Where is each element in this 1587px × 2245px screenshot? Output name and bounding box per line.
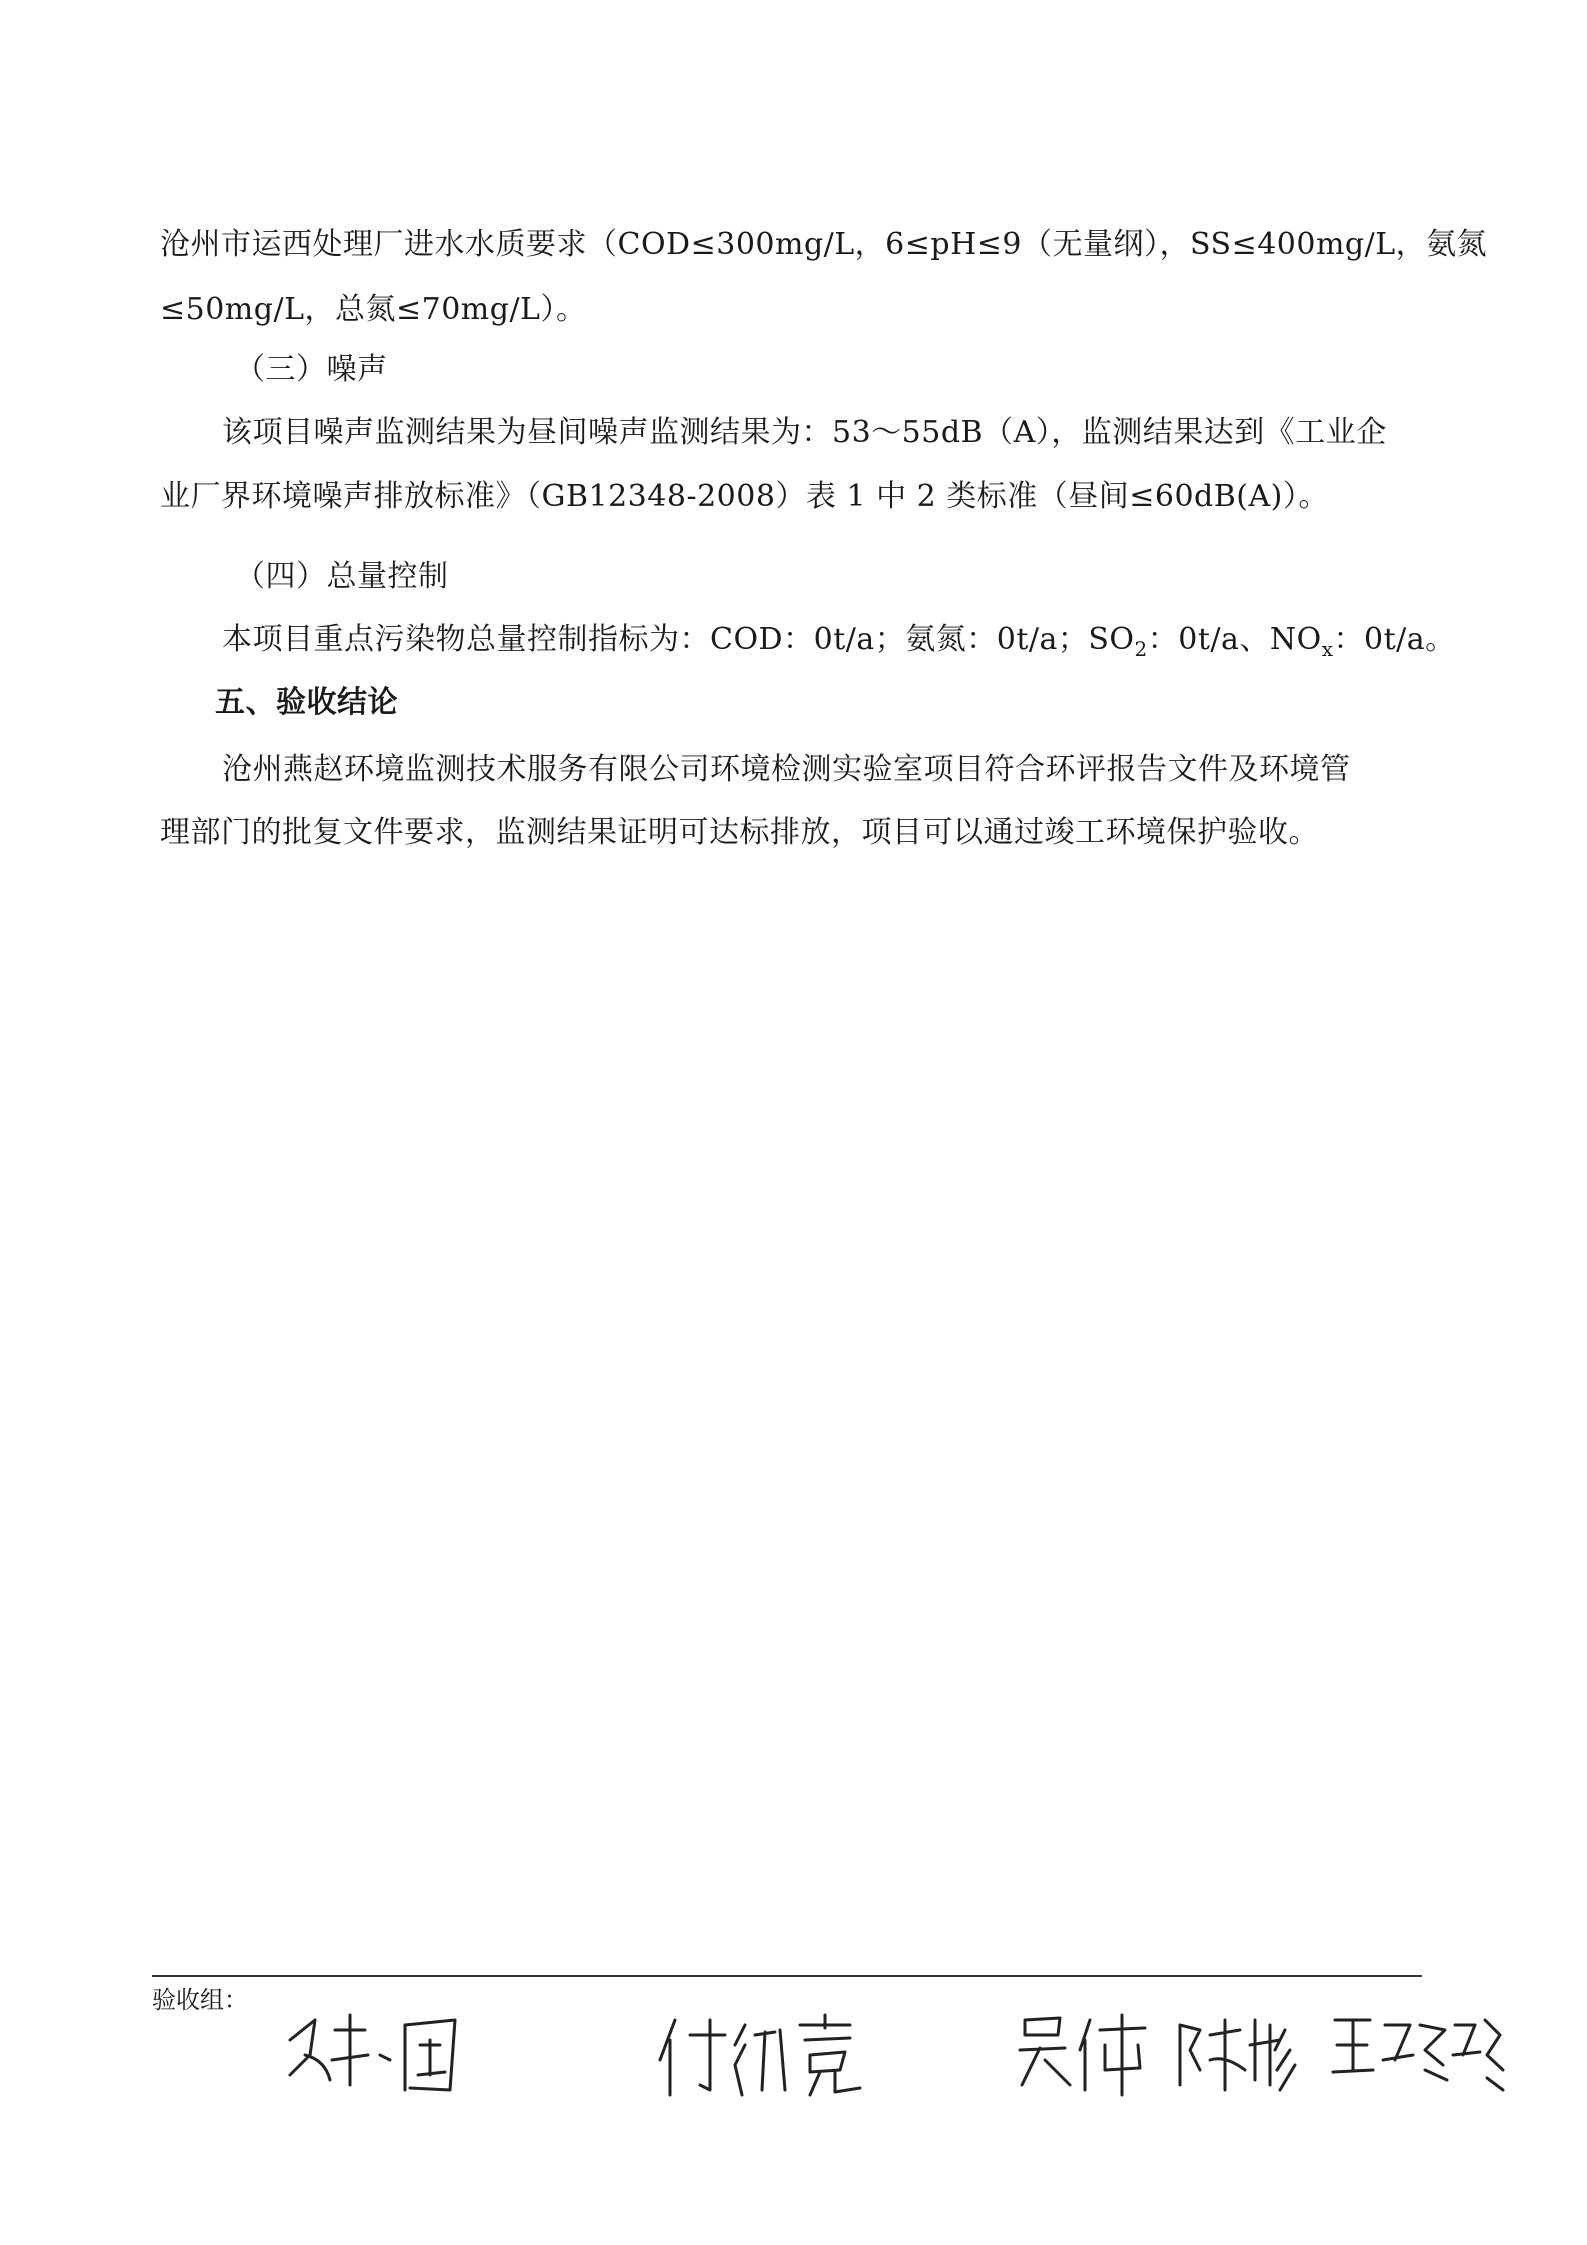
section-heading-conclusion: 五、验收结论 [215, 685, 398, 720]
paragraph-noise-line2: 业厂界环境噪声排放标准》（GB12348-2008）表 1 中 2 类标准（昼间≤60dB(A)）。 [160, 479, 1329, 514]
paragraph-total-control [222, 620, 1456, 669]
acceptance-group-label: 验收组： [152, 1986, 248, 2014]
total-control-text-suffix: ：0t/a。 [1333, 622, 1456, 657]
section-heading-total-control: （四）总量控制 [235, 559, 449, 594]
paragraph-conclusion-line2: 理部门的批复文件要求，监测结果证明可达标排放，项目可以通过竣工环境保护验收。 [160, 815, 1319, 850]
nox-subscript: x [1321, 637, 1334, 661]
total-control-text-prefix: 本项目重点污染物总量控制指标为：COD：0t/a；氨氮：0t/a；SO [222, 622, 1135, 657]
paragraph-noise-line1: 该项目噪声监测结果为昼间噪声监测结果为：53～55dB（A），监测结果达到《工业企 [222, 415, 1387, 450]
section-heading-noise: （三）噪声 [235, 352, 388, 387]
so2-subscript: 2 [1134, 637, 1148, 661]
signature-4 [1165, 2000, 1305, 2114]
signature-1 [270, 2000, 470, 2114]
signature-5 [1325, 2000, 1505, 2104]
paragraph-wastewater-line2: ≤50mg/L，总氮≤70mg/L）。 [160, 292, 587, 327]
total-control-text-mid: ：0t/a、NO [1147, 622, 1322, 657]
paragraph-conclusion-line1: 沧州燕赵环境监测技术服务有限公司环境检测实验室项目符合环评报告文件及环境管 [222, 752, 1351, 787]
paragraph-wastewater-line1: 沧州市运西处理厂进水水质要求（COD≤300mg/L，6≤pH≤9（无量纲），SS≤400mg/L，氨氮 [160, 227, 1488, 262]
signature-2 [650, 2000, 880, 2114]
signature-3 [1010, 2000, 1160, 2114]
signature-divider [152, 1975, 1422, 1977]
